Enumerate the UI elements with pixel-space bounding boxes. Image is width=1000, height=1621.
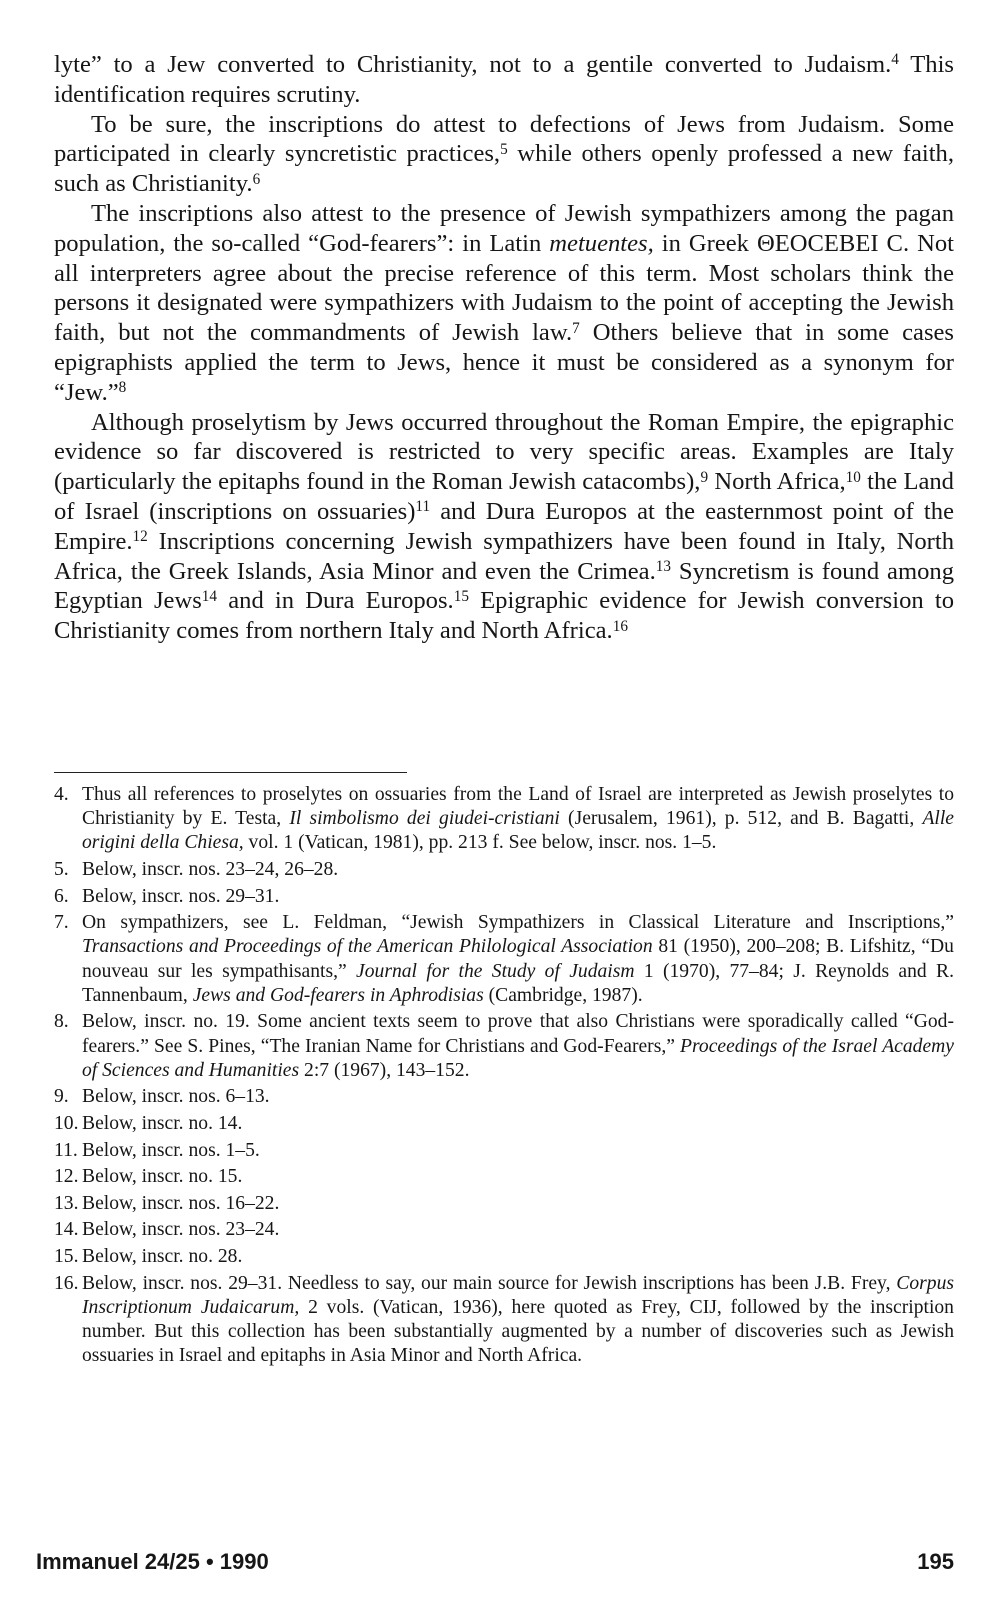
- paragraph-2: [54, 110, 954, 199]
- footnote-ref: 8: [118, 379, 127, 397]
- text-run: and Dura Europos at the easternmost point of the Empire.: [54, 497, 954, 555]
- footnote-ref: 14: [201, 587, 218, 605]
- page-number: 195: [917, 1549, 954, 1574]
- footnote-text: Below, inscr. no. 15.: [82, 1166, 243, 1188]
- text-run: 2 vols. (Vatican, 1936), here quoted as Frey, CIJ, followed by the inscription number. But this collection has been substantially augmented by a number of discoveries such as Jewish ossuaries in Israel and epitaphs in Asia Minor and North Africa.: [82, 1296, 954, 1367]
- footnote-number: 8.: [54, 1011, 69, 1033]
- italic-title: Journal for the Study of Judaism: [356, 960, 635, 982]
- footnote-10: [54, 1112, 954, 1136]
- footnote-text: Below, inscr. no. 28.: [82, 1245, 243, 1267]
- footnote-8: [54, 1010, 954, 1083]
- text-run: North Africa,: [708, 468, 846, 496]
- footnote-text: Below, inscr. nos. 16–22.: [82, 1192, 280, 1214]
- text-run: To be sure, the inscriptions do attest to defections of Jews from Judaism. Some participated in clearly syncretistic practices,: [54, 110, 954, 168]
- footnote-number: 14.: [54, 1219, 79, 1241]
- text-run: Others believe that in some cases epigraphists applied the term to Jews, hence it must be considered as a synonym for “Jew.”: [54, 319, 954, 406]
- footnote-number: 16.: [54, 1272, 79, 1294]
- text-run: (Cambridge, 1987).: [483, 984, 643, 1006]
- footnote-number: 6.: [54, 885, 69, 907]
- text-run: and in Dura Europos.: [217, 587, 454, 615]
- text-run: The inscriptions also attest to the presence of Jewish sympathizers among the pagan population, the so-called “God-fearers”: in Latin: [54, 199, 954, 257]
- footnote-15: [54, 1245, 954, 1269]
- text-run: Below, inscr. nos. 29–31. Needless to say, our main source for Jewish inscriptions has been J.B. Frey,: [82, 1272, 897, 1294]
- footnote-text: Below, inscr. nos. 23–24.: [82, 1219, 280, 1241]
- footnote-divider: [54, 772, 407, 773]
- footnote-text: Below, inscr. nos. 1–5.: [82, 1139, 260, 1161]
- footnote-text: Below, inscr. nos. 6–13.: [82, 1086, 270, 1108]
- footnote-text: Below, inscr. nos. 29–31.: [82, 885, 280, 907]
- footnote-6: [54, 885, 954, 909]
- paragraph-4: [54, 408, 954, 646]
- footnote-text: [82, 1272, 954, 1369]
- text-run: Epigraphic evidence for Jewish conversion to Christianity comes from northern Italy and North Africa.: [54, 587, 954, 645]
- footnote-ref: 10: [845, 468, 861, 486]
- text-run: Below, inscr. no. 19. Some ancient texts seem to prove that also Christians were sporadically called “God-fearers.” See S. Pines, “The Iranian Name for Christians and God-Fearers,”: [82, 1011, 954, 1057]
- footnote-text: Below, inscr. nos. 23–24, 26–28.: [82, 859, 339, 880]
- text-run: vol. 1 (Vatican, 1981), pp. 213 f. See below, inscr. nos. 1–5.: [243, 832, 717, 854]
- footnote-text: [82, 911, 954, 1008]
- footnote-5: [54, 858, 954, 882]
- footnote-4: [54, 783, 954, 856]
- footnote-number: 7.: [54, 912, 69, 934]
- text-run: Although proselytism by Jews occurred throughout the Roman Empire, the epigraphic evidence so far discovered is restricted to very specific areas. Examples are Italy (particularly the epitaphs found in the Roman Jewish catacombs),: [54, 408, 954, 496]
- footnote-number: 12.: [54, 1166, 79, 1188]
- footnote-ref: 11: [415, 498, 431, 516]
- text-run: 2:7 (1967), 143–152.: [299, 1059, 470, 1081]
- footnote-text: [82, 783, 954, 856]
- paragraph-3: [54, 199, 954, 408]
- italic-title: Il simbolismo dei giudei-cristiani: [289, 808, 560, 830]
- italic-title: Corpus Inscriptionum Judaicarum,: [82, 1272, 954, 1318]
- footnote-number: 10.: [54, 1112, 79, 1134]
- italic-term: metuentes,: [549, 229, 654, 257]
- text-run: This identification requires scrutiny.: [54, 51, 954, 108]
- italic-title: Alle origini della Chiesa,: [82, 808, 954, 854]
- footnote-7: [54, 911, 954, 1008]
- footnote-ref: 16: [612, 617, 628, 635]
- footnote-ref: 7: [572, 319, 580, 337]
- footnote-12: [54, 1165, 954, 1189]
- text-run: 1 (1970), 77–84; J. Reynolds and R. Tannenbaum,: [82, 960, 955, 1006]
- footnote-11: [54, 1139, 954, 1163]
- text-run: while others openly professed a new faith, such as Christianity.: [54, 140, 954, 198]
- footnote-number: 11.: [54, 1139, 78, 1161]
- footnote-ref: 4: [891, 51, 899, 69]
- footnote-ref: 9: [700, 468, 709, 486]
- text-run: Thus all references to proselytes on ossuaries from the Land of Israel are interpreted as Jewish proselytes to Christianity by E. Testa,: [82, 784, 954, 830]
- footnote-ref: 13: [655, 557, 671, 575]
- footnote-number: 9.: [54, 1086, 69, 1108]
- footnote-14: [54, 1218, 954, 1242]
- footnote-number: 15.: [54, 1245, 79, 1267]
- footnote-9: [54, 1085, 954, 1109]
- text-run: lyte” to a Jew converted to Christianity, not to a gentile converted to Judaism.: [54, 51, 892, 78]
- footnote-ref: 12: [132, 528, 148, 546]
- main-text: [54, 50, 954, 646]
- footnote-ref: 5: [500, 140, 508, 158]
- text-run: (Jerusalem, 1961), p. 512, and B. Bagatti,: [559, 808, 923, 830]
- text-run: Inscriptions concerning Jewish sympathizers have been found in Italy, North Africa, the Greek Islands, Asia Minor and even the Crimea.: [54, 527, 954, 585]
- text-run: On sympathizers, see L. Feldman, “Jewish Sympathizers in Classical Literature and Inscriptions,”: [82, 912, 954, 934]
- footnote-number: 13.: [54, 1192, 79, 1214]
- footnote-13: [54, 1192, 954, 1216]
- footnote-text: [82, 1010, 954, 1083]
- footnotes: [54, 783, 954, 1371]
- footnote-number: 5.: [54, 859, 69, 880]
- italic-title: Transactions and Proceedings of the American Philological Association: [82, 936, 653, 958]
- italic-title: Jews and God-fearers in Aphrodisias: [192, 984, 484, 1006]
- text-run: Syncretism is found among Egyptian Jews: [54, 557, 954, 615]
- footnote-number: 4.: [54, 784, 69, 805]
- journal-citation: Immanuel 24/25 • 1990: [36, 1549, 269, 1574]
- text-run: 81 (1950), 200–208; B. Lifshitz, “Du nouveau sur les sympathisants,”: [82, 936, 954, 982]
- text-run: the Land of Israel (inscriptions on ossuaries): [54, 468, 954, 525]
- footnote-text: Below, inscr. no. 14.: [82, 1112, 243, 1134]
- footnote-16: [54, 1272, 954, 1369]
- paragraph-1: [54, 50, 954, 110]
- text-run: in Greek ΘΕOCEBEI C. Not all interpreters agree about the precise reference of this term. Most scholars think the persons it designated were sympathizers with Judaism to the point of accepting the Jewish faith, but not the commandments of Jewish law.: [54, 229, 954, 347]
- footnote-ref: 15: [453, 587, 469, 605]
- footnote-ref: 6: [252, 170, 261, 188]
- italic-title: Proceedings of the Israel Academy of Sciences and Humanities: [82, 1035, 954, 1081]
